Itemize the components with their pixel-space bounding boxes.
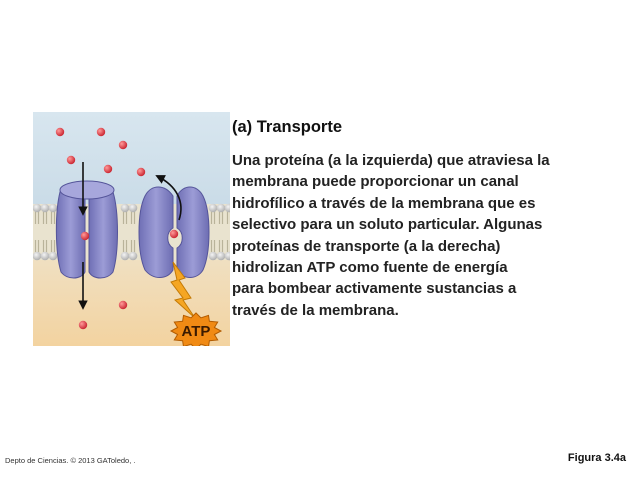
solute-molecule [104, 165, 112, 173]
phospholipid-head [129, 252, 138, 261]
transport-illustration [33, 112, 230, 346]
phospholipid-head [33, 204, 41, 213]
figure-label: Figura 3.4a [567, 452, 626, 464]
solute-molecule [137, 168, 145, 176]
atp-label: ATP [181, 323, 211, 340]
description-line: Una proteína (a la izquierda) que atraviesa la [232, 152, 550, 169]
solute-molecule [81, 232, 89, 240]
section-heading: (a) Transporte [232, 118, 343, 136]
description-line: proteínas de transporte (a la derecha) [232, 237, 501, 255]
solute-molecule [119, 301, 127, 309]
phospholipid-head [129, 204, 138, 213]
description-line: hidrofílico a través de la membrana que es [232, 194, 536, 212]
description-line: través de la membrana. [232, 301, 399, 319]
phospholipid-head [209, 204, 218, 213]
description-line: hidrolizan ATP como fuente de energía [232, 259, 508, 277]
solute-molecule [119, 141, 127, 149]
phospholipid-head [209, 252, 218, 261]
description-line: selectivo para un soluto particular. Algunas [232, 216, 543, 234]
solute-molecule [170, 230, 178, 238]
solute-molecule [67, 156, 75, 164]
footer-credit: Depto de Ciencias. © 2013 GAToledo, . [5, 456, 136, 465]
phospholipid-head [49, 252, 58, 261]
description-line: para bombear activamente sustancias a [232, 280, 517, 298]
phospholipid-head [41, 252, 50, 261]
phospholipid-head [41, 204, 50, 213]
phospholipid-head [121, 204, 130, 213]
phospholipid-head [49, 204, 58, 213]
phospholipid-head [217, 252, 226, 261]
description-text [232, 150, 632, 321]
solute-molecule [56, 128, 64, 136]
phospholipid-head [121, 252, 130, 261]
solute-molecule [97, 128, 105, 136]
phospholipid-head [217, 204, 226, 213]
phospholipid-head [33, 252, 41, 261]
solute-molecule [79, 321, 87, 329]
description-line: membrana puede proporcionar un canal [232, 173, 519, 191]
